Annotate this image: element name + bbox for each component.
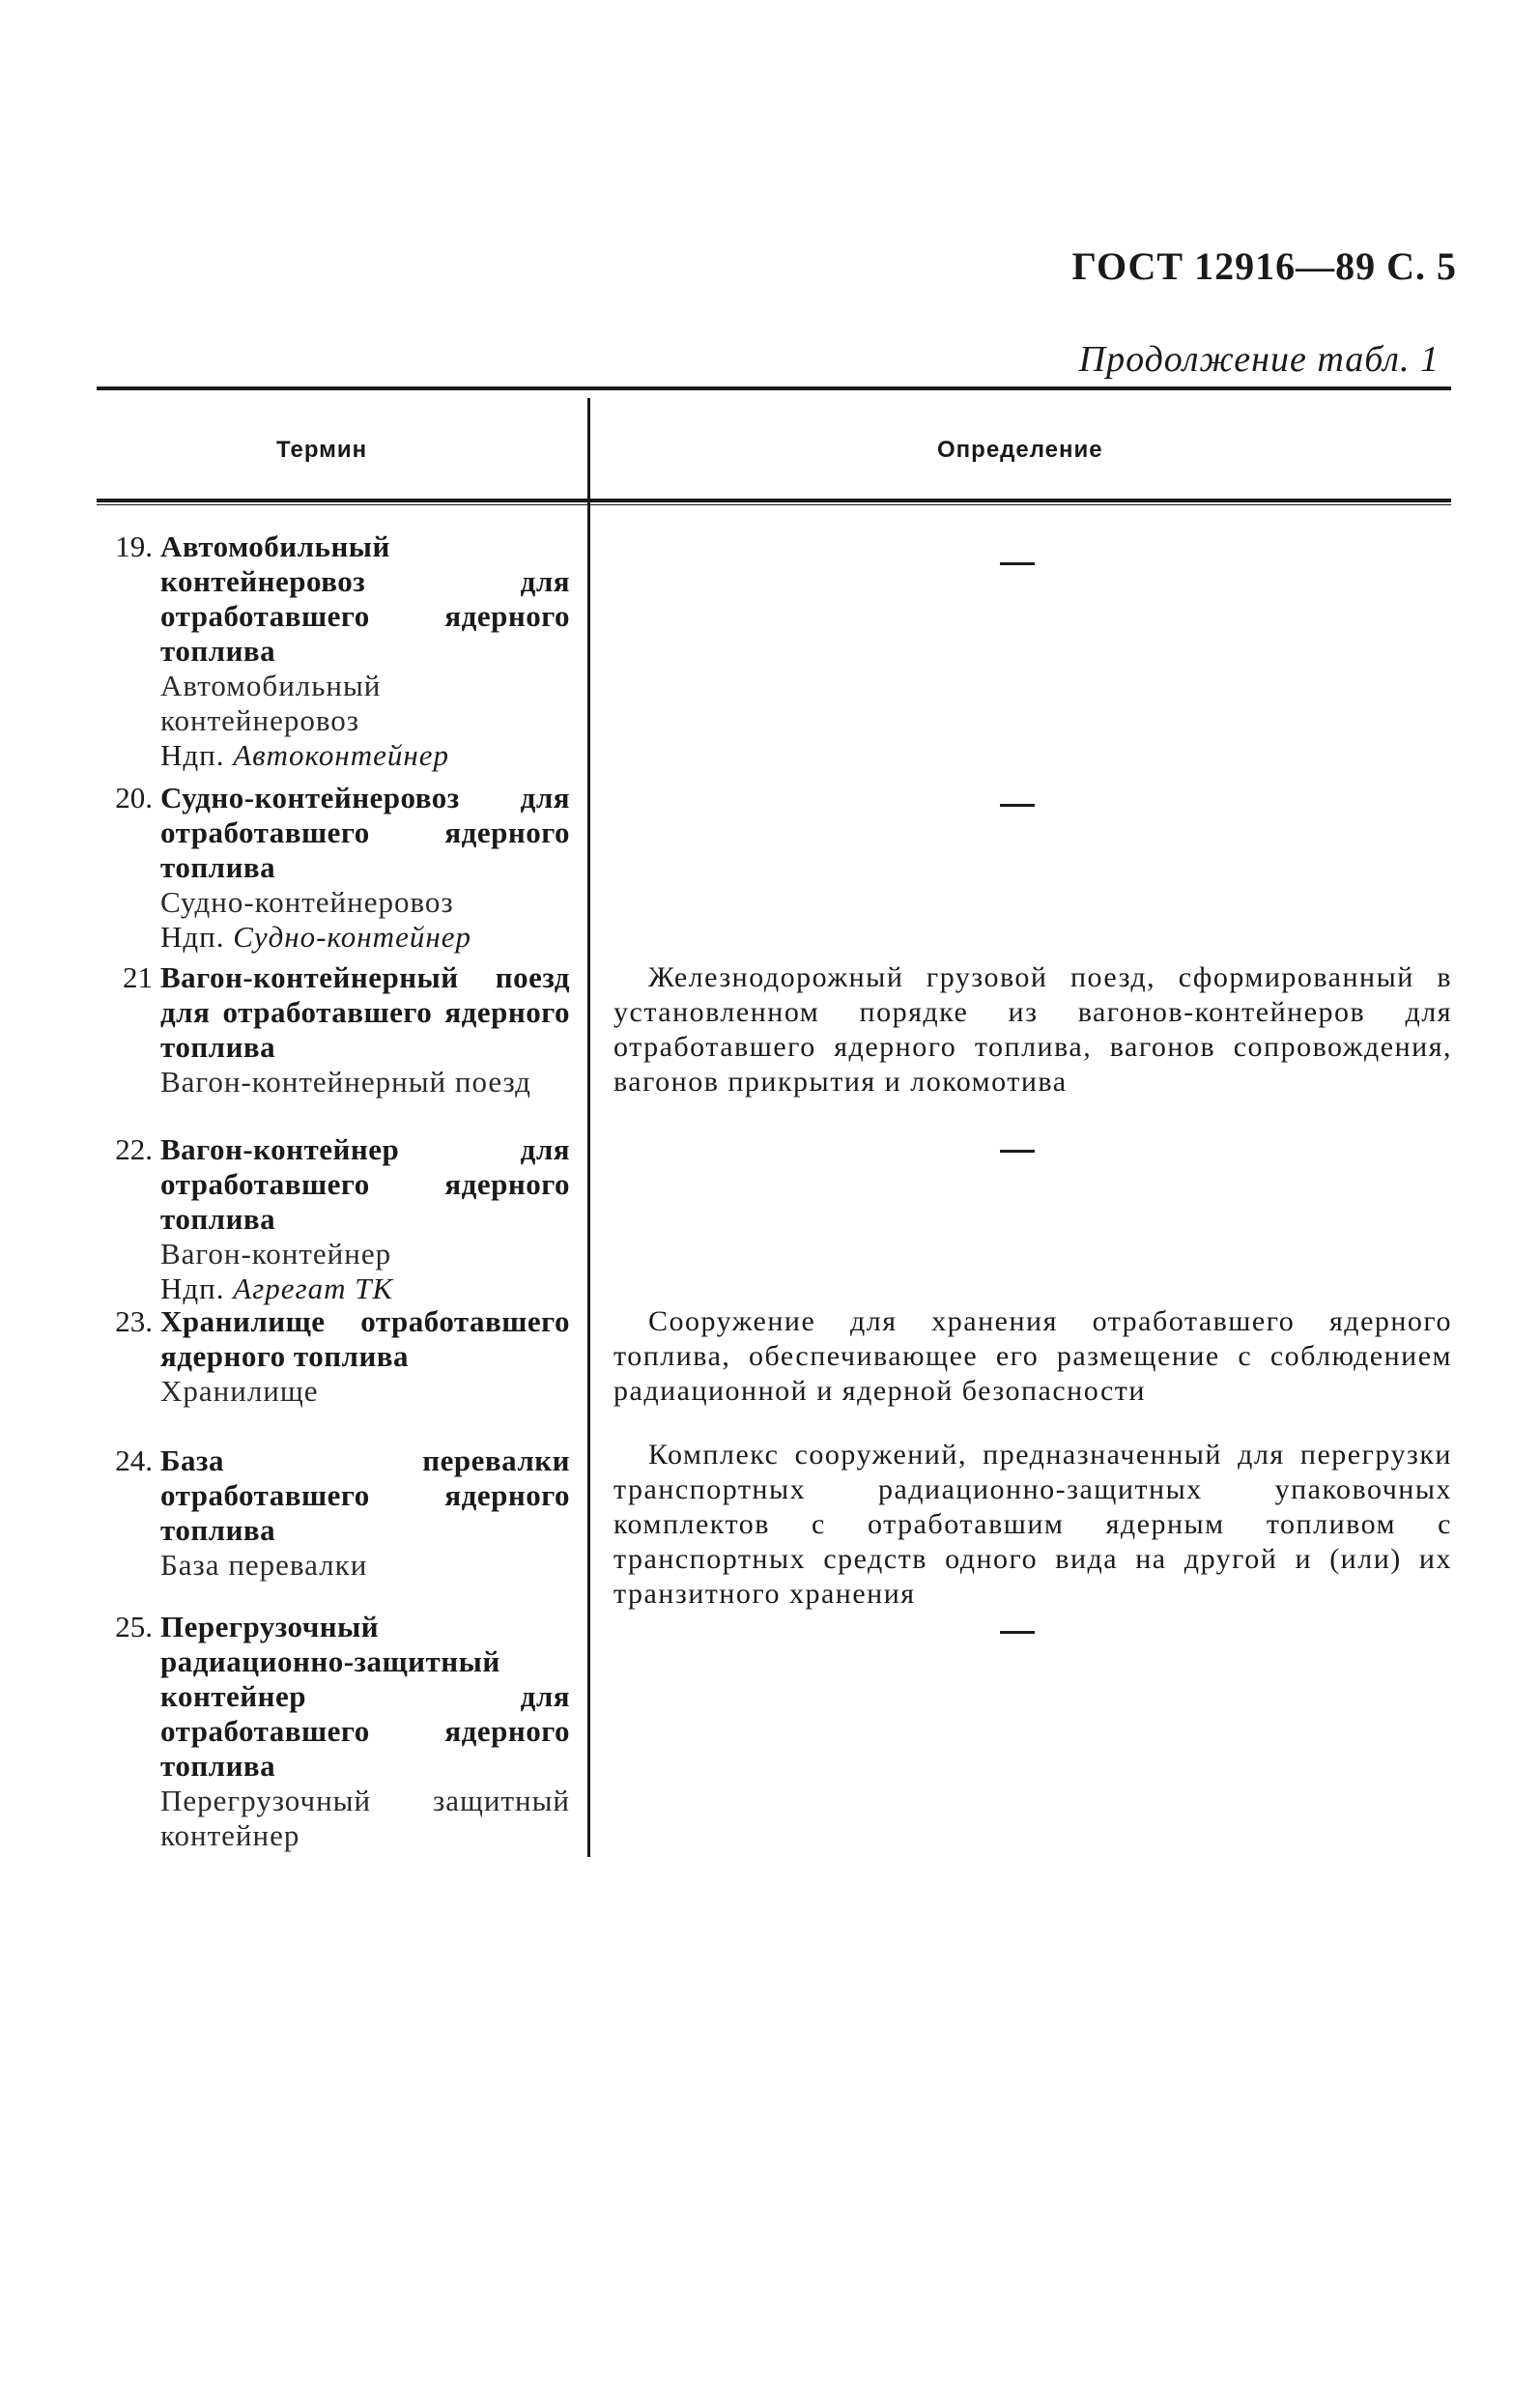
term-number: 21 (123, 960, 153, 994)
definition-dash-25 (1000, 1631, 1035, 1634)
ndp-prefix: Ндп. (160, 920, 225, 954)
ndp-term: Судно-контейнер (233, 920, 471, 954)
term-main: Вагон-контейнер для отработавшего ядерного топлива (160, 1132, 570, 1236)
term-synonym: База перевалки (160, 1548, 368, 1582)
term-row-25 (97, 1610, 570, 1853)
term-number: 25. (115, 1610, 153, 1643)
definition-row-24: Комплекс сооружений, предназначенный для перегрузки транспортных радиационно-защитных упаковочных комплектов с отработавшим ядерным топливом с транспортных средств одного вида на другой и (или) их транзитного хранения (613, 1439, 1452, 1610)
table-top-rule (97, 386, 1451, 390)
term-synonym: Хранилище (160, 1374, 319, 1408)
term-number: 19. (115, 529, 153, 563)
definition-row-23: Сооружение для хранения отработавшего ядерного топлива, обеспечивающее его размещение с соблюдением радиационной и ядерной безопасности (613, 1305, 1452, 1407)
term-synonym: Перегрузочный защитный контейнер (160, 1784, 570, 1852)
term-main: Автомобильный контейнеровоз для отработавшего ядерного топлива (160, 529, 570, 668)
ndp-prefix: Ндп. (160, 738, 225, 772)
term-synonym: Судно-контейнеровоз (160, 885, 454, 919)
term-row-23 (97, 1304, 570, 1409)
term-main: Хранилище отработавшего ядерного топлива (160, 1304, 570, 1373)
term-main: База перевалки отработавшего ядерного топлива (160, 1443, 570, 1547)
term-row-20 (97, 781, 570, 955)
column-header-definition: Определение (937, 437, 1103, 463)
column-divider (587, 398, 590, 1857)
term-main: Перегрузочный радиационно-защитный контейнер для отработавшего ядерного топлива (160, 1610, 570, 1783)
term-main: Судно-контейнеровоз для отработавшего ядерного топлива (160, 781, 570, 884)
page-header-standard: ГОСТ 12916—89 С. 5 (1071, 244, 1457, 288)
term-synonym: Автомобильный контейнеровоз (160, 669, 382, 737)
term-number: 20. (115, 781, 153, 814)
definition-dash-20 (1000, 804, 1035, 807)
term-row-21 (97, 960, 570, 1100)
term-number: 22. (115, 1132, 153, 1166)
term-row-22 (97, 1132, 570, 1306)
term-synonym: Вагон-контейнерный поезд (160, 1065, 531, 1099)
term-number: 23. (115, 1304, 153, 1338)
definition-dash-22 (1000, 1150, 1035, 1153)
term-synonym: Вагон-контейнер (160, 1237, 392, 1271)
term-ndp (160, 1271, 570, 1306)
term-ndp (160, 920, 570, 955)
ndp-term: Агрегат ТК (233, 1271, 394, 1305)
definition-row-21: Железнодорожный грузовой поезд, сформированный в установленном порядке из вагонов-контейнеров для отработавшего ядерного топлива, вагонов сопровождения, вагонов прикрытия и локомотива (613, 961, 1452, 1098)
term-main: Вагон-контейнерный поезд для отработавшего ядерного топлива (160, 960, 570, 1064)
ndp-prefix: Ндп. (160, 1271, 225, 1305)
table-continuation-label: Продолжение табл. 1 (1078, 339, 1440, 380)
header-bottom-rule-thin (97, 504, 1451, 505)
term-row-24 (97, 1443, 570, 1583)
terms-table (97, 386, 1451, 1855)
term-row-19 (97, 529, 570, 773)
header-bottom-rule (97, 499, 1451, 502)
definition-dash-19 (1000, 562, 1035, 565)
column-header-term: Термин (276, 437, 368, 463)
term-ndp (160, 738, 570, 773)
ndp-term: Автоконтейнер (233, 738, 450, 772)
term-number: 24. (115, 1443, 153, 1477)
